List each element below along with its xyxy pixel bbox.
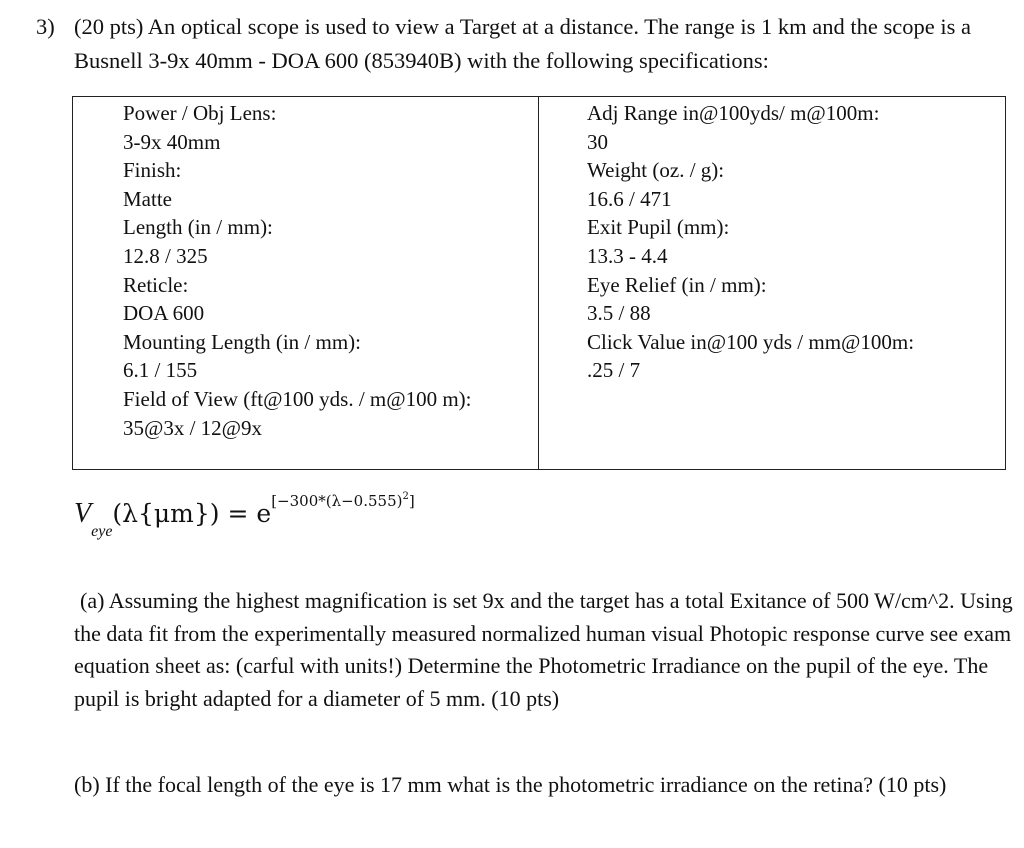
formula-exponent-power: 2 [402, 491, 409, 502]
photopic-formula [74, 491, 415, 558]
formula-symbol: V [74, 498, 92, 529]
formula-exponent [271, 492, 415, 510]
part-a-body: (a) Assuming the highest magnification is set 9x and the target has a total Exitance of 500 W/cm^2. Using the data fit from the experimentally measured normalized human visual Photopic response curve see exam equation sheet as: (carful with units!) Determine the Photometric Irradiance on the pupil of the eye. The pupil is bright adapted for a diameter of 5 mm. (10 pts) [74, 588, 1013, 711]
spec-label-click-value: Click Value in@100 yds / mm@100m: [587, 329, 915, 354]
formula-exponent-close: ] [408, 492, 415, 510]
spec-label-length: Length (in / mm): [123, 215, 273, 240]
question-header [36, 10, 996, 78]
spec-value-adj-range: 30 [587, 129, 608, 154]
spec-value-exit-pupil: 13.3 - 4.4 [587, 243, 668, 268]
spec-label-reticle: Reticle: [123, 272, 189, 297]
part-b-text [74, 769, 1014, 802]
spec-value-finish: Matte [123, 186, 172, 211]
spec-label-field-of-view: Field of View (ft@100 yds. / m@100 m): [123, 386, 472, 411]
spec-value-click-value: .25 / 7 [587, 358, 641, 383]
spec-value-reticle: DOA 600 [123, 301, 205, 326]
spec-value-eye-relief: 3.5 / 88 [587, 301, 651, 326]
spec-value-power: 3-9x 40mm [123, 129, 221, 154]
part-a-text [74, 585, 1014, 715]
spec-column-left [73, 97, 539, 469]
spec-value-weight: 16.6 / 471 [587, 186, 672, 211]
spec-label-weight: Weight (oz. / g): [587, 158, 725, 183]
spec-label-finish: Finish: [123, 158, 182, 183]
spec-value-length: 12.8 / 325 [123, 243, 208, 268]
question-number: 3) [36, 14, 55, 39]
question-text: (20 pts) An optical scope is used to view a Target at a distance. The range is 1 km and the scope is a Busnell 3-9x 40mm - DOA 600 (853940B) with the following specifications: [74, 14, 971, 73]
formula-subscript: eye [91, 523, 113, 540]
spec-label-eye-relief: Eye Relief (in / mm): [587, 272, 767, 297]
spec-column-right [539, 97, 1005, 469]
spec-value-field-of-view: 35@3x / 12@9x [123, 415, 263, 440]
part-b-body: (b) If the focal length of the eye is 17 mm what is the photometric irradiance on the retina? (10 pts) [74, 772, 947, 797]
spec-label-adj-range: Adj Range in@100yds/ m@100m: [587, 101, 880, 125]
formula-exponent-open: [−300*(λ−0.555) [271, 492, 403, 510]
spec-label-mounting-length: Mounting Length (in / mm): [123, 329, 361, 354]
spec-table [72, 96, 1006, 470]
spec-value-mounting-length: 6.1 / 155 [123, 358, 198, 383]
spec-label-exit-pupil: Exit Pupil (mm): [587, 215, 730, 240]
formula-argument: (λ{μm}) = e [112, 499, 272, 528]
spec-label-power: Power / Obj Lens: [123, 101, 277, 125]
